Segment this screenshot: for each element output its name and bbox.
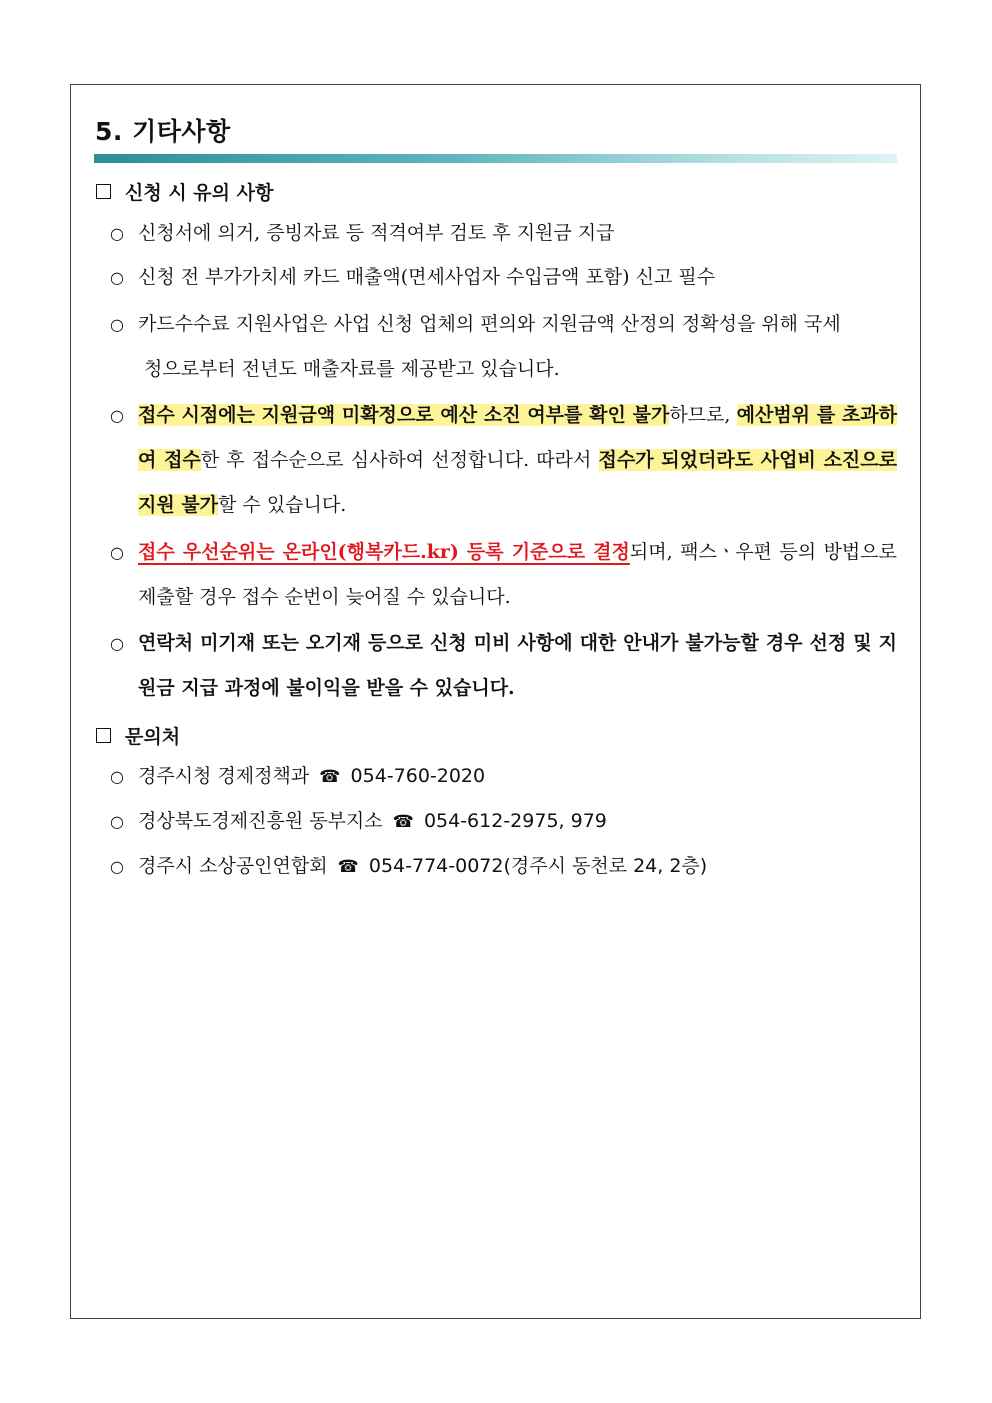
plain-text: 되며, 팩스ㆍ우편 등의 방법으로 제출할 경우 접수 순번이 늦어질 수 있습니다. xyxy=(138,541,897,608)
list-item xyxy=(110,255,897,300)
contact-phone: 054-760-2020 xyxy=(350,765,486,787)
section-heading-notes xyxy=(96,178,273,205)
plain-text: 할 수 있습니다. xyxy=(218,494,347,516)
section-heading-contacts xyxy=(96,722,180,749)
list-item-line: 카드수수료 지원사업은 사업 신청 업체의 편의와 지원금액 산정의 정확성을 위해 국세 xyxy=(138,313,841,335)
contact-item xyxy=(110,799,897,845)
emphasis-red-text: 접수 우선순위는 온라인(행복카드.kr) 등록 기준으로 결정 xyxy=(138,541,630,563)
list-item xyxy=(110,621,897,711)
bullet-icon: ○ xyxy=(110,543,124,562)
checkbox-icon xyxy=(96,728,111,743)
contact-org: 경주시청 경제정책과 xyxy=(138,765,310,787)
contact-phone: 054-612-2975, 979 xyxy=(423,810,607,832)
bullet-icon: ○ xyxy=(110,634,124,653)
list-item-text xyxy=(110,530,897,620)
list-item-text: 연락처 미기재 또는 오기재 등으로 신청 미비 사항에 대한 안내가 불가능할 경우 선정 및 지원금 지급 과정에 불이익을 받을 수 있습니다. xyxy=(138,632,897,699)
bullet-icon: ○ xyxy=(110,857,124,876)
phone-icon: ☎ xyxy=(319,767,341,787)
list-item xyxy=(110,530,897,620)
list-item xyxy=(110,302,897,392)
contact-org: 경주시 소상공인연합회 xyxy=(138,855,328,877)
bullet-icon: ○ xyxy=(110,812,124,831)
highlighted-text: 접수 시점에는 지원금액 미확정으로 예산 소진 여부를 확인 불가 xyxy=(138,404,670,426)
list-item xyxy=(110,393,897,528)
list-item-text: 신청 전 부가가치세 카드 매출액(면세사업자 수입금액 포함) 신고 필수 xyxy=(138,266,716,288)
contact-text xyxy=(110,844,897,890)
checkbox-icon xyxy=(96,184,111,199)
bullet-icon: ○ xyxy=(110,315,124,334)
phone-icon: ☎ xyxy=(392,812,414,832)
highlighted-text: 예산범위 를 초과하여 접수 xyxy=(138,404,897,471)
list-item-text xyxy=(110,393,897,528)
section-heading-text: 문의처 xyxy=(125,726,181,748)
contact-item xyxy=(110,844,897,890)
phone-icon: ☎ xyxy=(337,857,359,877)
list-item-text xyxy=(110,302,897,392)
plain-text: 하므로, xyxy=(669,404,737,426)
plain-text: 한 후 접수순으로 심사하여 선정합니다. 따라서 xyxy=(200,449,599,471)
section-heading-text: 신청 시 유의 사항 xyxy=(125,182,274,204)
highlighted-text: 접수가 되었더라도 사업비 소진으로 지원 불가 xyxy=(138,449,897,516)
contact-item xyxy=(110,754,897,800)
contact-phone: 054-774-0072(경주시 동천로 24, 2층) xyxy=(368,855,708,877)
contact-org: 경상북도경제진흥원 동부지소 xyxy=(138,810,383,832)
bullet-icon: ○ xyxy=(110,767,124,786)
bullet-icon: ○ xyxy=(110,224,124,243)
bullet-icon: ○ xyxy=(110,406,124,425)
contact-text xyxy=(110,799,897,845)
list-item xyxy=(110,211,897,256)
list-item-line: 청으로부터 전년도 매출자료를 제공받고 있습니다. xyxy=(144,358,560,380)
contact-text xyxy=(110,754,897,800)
bullet-icon: ○ xyxy=(110,268,124,287)
title-underline-bar xyxy=(94,154,897,163)
page-title: 5. 기타사항 xyxy=(95,117,231,146)
list-item-text: 신청서에 의거, 증빙자료 등 적격여부 검토 후 지원금 지급 xyxy=(138,222,615,244)
